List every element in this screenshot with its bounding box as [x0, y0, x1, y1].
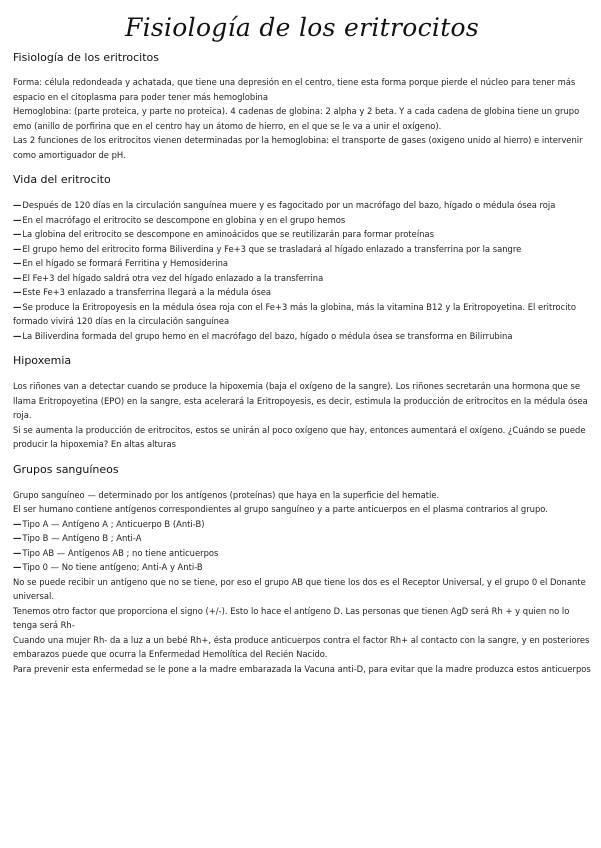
list-item: —Se produce la Eritropoyesis en la médula ósea roja con el Fe+3 más la globina, más la vitamina B12 y la Eritropoyetina. El eritrocito formado vivirá 120 días en la circulación sanguínea	[13, 301, 576, 326]
list-item: —Este Fe+3 enlazado a transferrina llegará a la médula ósea	[13, 287, 272, 297]
dash-bullet-icon: —	[13, 301, 22, 312]
section-heading-grupos: Grupos sanguíneos	[13, 462, 119, 476]
list-item: —El Fe+3 del hígado saldrá otra vez del hígado enlazado a la transferrina	[13, 272, 324, 283]
list-item: —Tipo B — Antígeno B ; Anti-A	[13, 533, 142, 543]
paragraph-grupos-def: Grupo sanguíneo — determinado por los antígenos (proteínas) que haya en la superficie del hematíe.	[13, 489, 440, 500]
paragraph-vacuna-anti-d: Para prevenir esta enfermedad se le pone a la madre embarazada la Vacuna anti-D, para evitar que la madre produzca estos anticuerpos	[13, 663, 591, 674]
page-title: Fisiología de los eritrocitos	[124, 13, 480, 42]
section-hipoxemia	[13, 353, 591, 452]
section-grupos	[13, 462, 591, 677]
dash-bullet-icon: —	[13, 330, 22, 341]
dash-bullet-icon: —	[13, 562, 22, 572]
list-item: —Tipo A — Antígeno A ; Anticuerpo B (Anti-B)	[13, 518, 205, 529]
dash-bullet-icon: —	[13, 287, 22, 297]
paragraph-factor-rh: Tenemos otro factor que proporciona el signo (+/-). Esto lo hace el antígeno D. Las personas que tienen AgD será Rh + y quien no lo tenga será Rh-	[13, 605, 570, 630]
paragraph-enfermedad-hemolitica: Cuando una mujer Rh- da a luz a un bebé Rh+, ésta produce anticuerpos contra el factor Rh+ al contacto con la sangre, y en posteriores embarazos puede que ocurra la Enfermedad Hemolítica del Recién Nacido.	[13, 634, 590, 659]
list-item: —Después de 120 días en la circulación sanguínea muere y es fagocitado por un macrófago del bazo, hígado o médula ósea roja	[13, 200, 556, 210]
paragraph-receptor-universal: No se puede recibir un antígeno que no se tiene, por eso el grupo AB que tiene los dos es el Receptor Universal, y el grupo 0 el Donante universal.	[13, 576, 586, 601]
dash-bullet-icon: —	[13, 533, 22, 543]
list-item: —En el hígado se formará Ferritina y Hemosiderina	[13, 258, 229, 268]
list-item: —La Biliverdina formada del grupo hemo en el macrófago del bazo, hígado o médula ósea se transforma en Bilirrubina	[13, 330, 513, 341]
dash-bullet-icon: —	[13, 200, 22, 210]
dash-bullet-icon: —	[13, 547, 22, 558]
list-item: —La globina del eritrocito se descompone en aminoácidos que se reutilizarán para formar proteínas	[13, 229, 434, 239]
paragraph-hipoxemia-2: Si se aumenta la producción de eritrocitos, estos se unirán al poco oxígeno que hay, entonces aumentará el oxígeno. ¿Cuándo se puede producir la hipoxemia? En altas alturas	[13, 424, 586, 449]
dash-bullet-icon: —	[13, 518, 22, 529]
list-item: —Tipo AB — Antígenos AB ; no tiene anticuerpos	[13, 547, 219, 558]
section-heading-hipoxemia: Hipoxemia	[13, 354, 72, 367]
section-heading-vida: Vida del eritrocito	[13, 173, 111, 186]
paragraph-hemoglobina: Hemoglobina: (parte proteica, y parte no proteica). 4 cadenas de globina: 2 alpha y 2 beta. Y a cada cadena de globina tiene un grupo emo (anillo de porfirina que en el centro hay un átomo de hierro, en el que se le va a unir el oxígeno).	[13, 106, 580, 131]
paragraph-funciones: Las 2 funciones de los eritrocitos vienen determinadas por la hemoglobina: el transporte de gases (oxigeno unido al hierro) e intervenir como amortiguador de pH.	[13, 135, 583, 160]
section-fisiologia	[13, 50, 591, 162]
list-item: —El grupo hemo del eritrocito forma Biliverdina y Fe+3 que se trasladará al hígado enlazado a transferrina por la sangre	[13, 243, 522, 254]
section-vida	[13, 172, 591, 343]
dash-bullet-icon: —	[13, 214, 22, 225]
paragraph-forma: Forma: célula redondeada y achatada, que tiene una depresión en el centro, tiene esta forma porque pierde el núcleo para tener más espacio en el citoplasma para poder tener más hemoglobina	[13, 77, 576, 102]
section-heading-fisiologia: Fisiología de los eritrocitos	[13, 51, 159, 64]
dash-bullet-icon: —	[13, 229, 22, 239]
dash-bullet-icon: —	[13, 243, 22, 254]
paragraph-hipoxemia-1: Los riñones van a detectar cuando se produce la hipoxemia (baja el oxígeno de la sangre). Los riñones secretarán una hormona que se llama Eritropoyetina (EPO) en la sangre, esta acelerará la Eritropoyesis, es decir, estimula la producción de eritrocitos en la médula ósea roja.	[13, 381, 588, 420]
list-item: —En el macrófago el eritrocito se descompone en globina y en el grupo hemos	[13, 214, 346, 225]
dash-bullet-icon: —	[13, 272, 22, 283]
paragraph-grupos-anticuerpos: El ser humano contiene antígenos correspondientes al grupo sanguíneo y a parte anticuerpos en el plasma contrarios al grupo.	[13, 504, 548, 514]
list-item: —Tipo 0 — No tiene antígeno; Anti-A y Anti-B	[13, 562, 203, 572]
dash-bullet-icon: —	[13, 258, 22, 268]
